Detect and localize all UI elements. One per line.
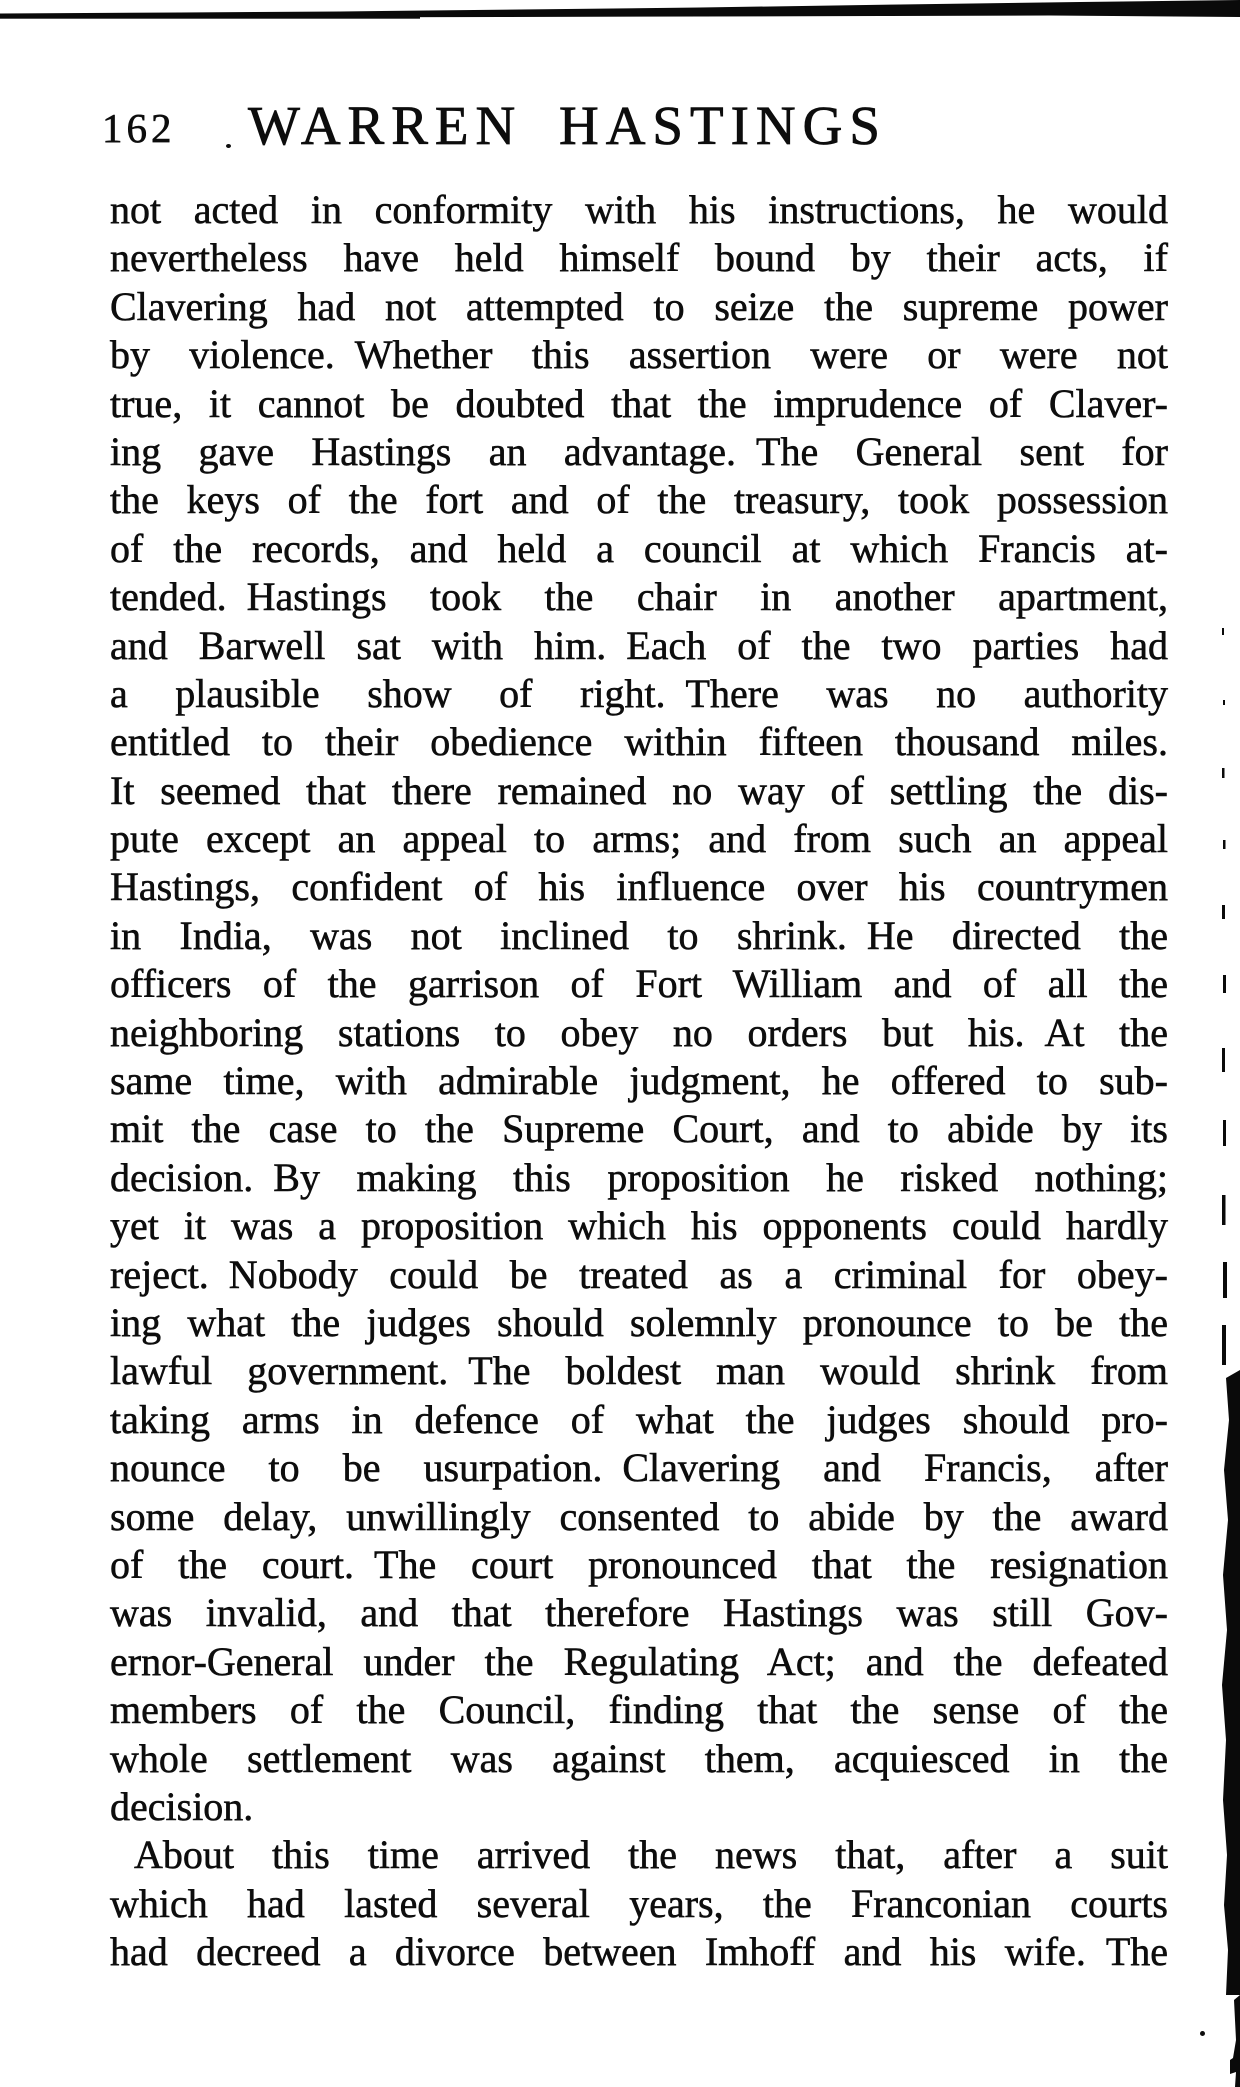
text-line: reject. Nobody could be treated as a criminal for obey-	[110, 1251, 1168, 1297]
text-line: neighboring stations to obey no orders but his. At the	[110, 1009, 1168, 1055]
text-line: tended. Hastings took the chair in another apartment,	[110, 574, 1168, 620]
text-line: true, it cannot be doubted that the imprudence of Claver-	[110, 380, 1168, 426]
text-line: the keys of the fort and of the treasury, took possession	[110, 477, 1168, 523]
running-title: WARREN HASTINGS	[248, 95, 887, 156]
text-line: some delay, unwillingly consented to abide by the award	[110, 1493, 1168, 1539]
text-line: It seemed that there remained no way of settling the dis-	[110, 767, 1168, 813]
text-line: mit the case to the Supreme Court, and to abide by its	[110, 1106, 1168, 1152]
text-line: of the records, and held a council at which Francis at-	[110, 525, 1168, 571]
text-line: entitled to their obedience within fifteen thousand miles.	[110, 719, 1168, 765]
text-line: ing what the judges should solemnly pronounce to be the	[110, 1299, 1168, 1345]
text-line: yet it was a proposition which his opponents could hardly	[110, 1203, 1168, 1249]
text-line: was invalid, and that therefore Hastings was still Gov-	[110, 1590, 1168, 1636]
text-line: by violence. Whether this assertion were or were not	[110, 332, 1168, 378]
text-line: same time, with admirable judgment, he offered to sub-	[110, 1058, 1168, 1104]
text-line: nevertheless have held himself bound by their acts, if	[110, 235, 1168, 281]
page-number: 162	[102, 105, 176, 151]
text-line: had decreed a divorce between Imhoff and his wife. The	[110, 1929, 1168, 1975]
text-line: About this time arrived the news that, after a suit	[134, 1832, 1168, 1878]
text-line: pute except an appeal to arms; and from such an appeal	[110, 816, 1168, 862]
text-line: taking arms in defence of what the judges should pro-	[110, 1396, 1168, 1442]
text-line: officers of the garrison of Fort William and of all the	[110, 961, 1168, 1007]
text-line: lawful government. The boldest man would shrink from	[110, 1348, 1168, 1394]
text-line: not acted in conformity with his instructions, he would	[110, 187, 1168, 232]
text-line: nounce to be usurpation. Clavering and Francis, after	[110, 1445, 1168, 1491]
scan-speck	[226, 144, 231, 148]
text-line: of the court. The court pronounced that the resignation	[110, 1541, 1168, 1587]
text-line: in India, was not inclined to shrink. He directed the	[110, 912, 1168, 958]
scan-speck	[1200, 2031, 1205, 2036]
text-line: decision. By making this proposition he risked nothing;	[110, 1154, 1168, 1200]
text-line: whole settlement was against them, acquiesced in the	[110, 1735, 1168, 1781]
text-line: and Barwell sat with him. Each of the two parties had	[110, 622, 1168, 668]
scan-right-edge-artifact	[1214, 0, 1240, 2087]
text-line: a plausible show of right. There was no authority	[110, 670, 1168, 716]
page-text	[110, 186, 1168, 1976]
text-line: Clavering had not attempted to seize the supreme power	[110, 283, 1168, 329]
text-line: which had lasted several years, the Franconian courts	[110, 1880, 1168, 1926]
text-line: members of the Council, finding that the sense of the	[110, 1687, 1168, 1733]
text-line: decision.	[110, 1783, 254, 1829]
text-line: ernor-General under the Regulating Act; and the defeated	[110, 1638, 1168, 1684]
text-line: Hastings, confident of his influence over his countrymen	[110, 864, 1168, 910]
scan-top-edge-artifact	[0, 0, 1240, 26]
text-line: ing gave Hastings an advantage. The General sent for	[110, 428, 1168, 474]
